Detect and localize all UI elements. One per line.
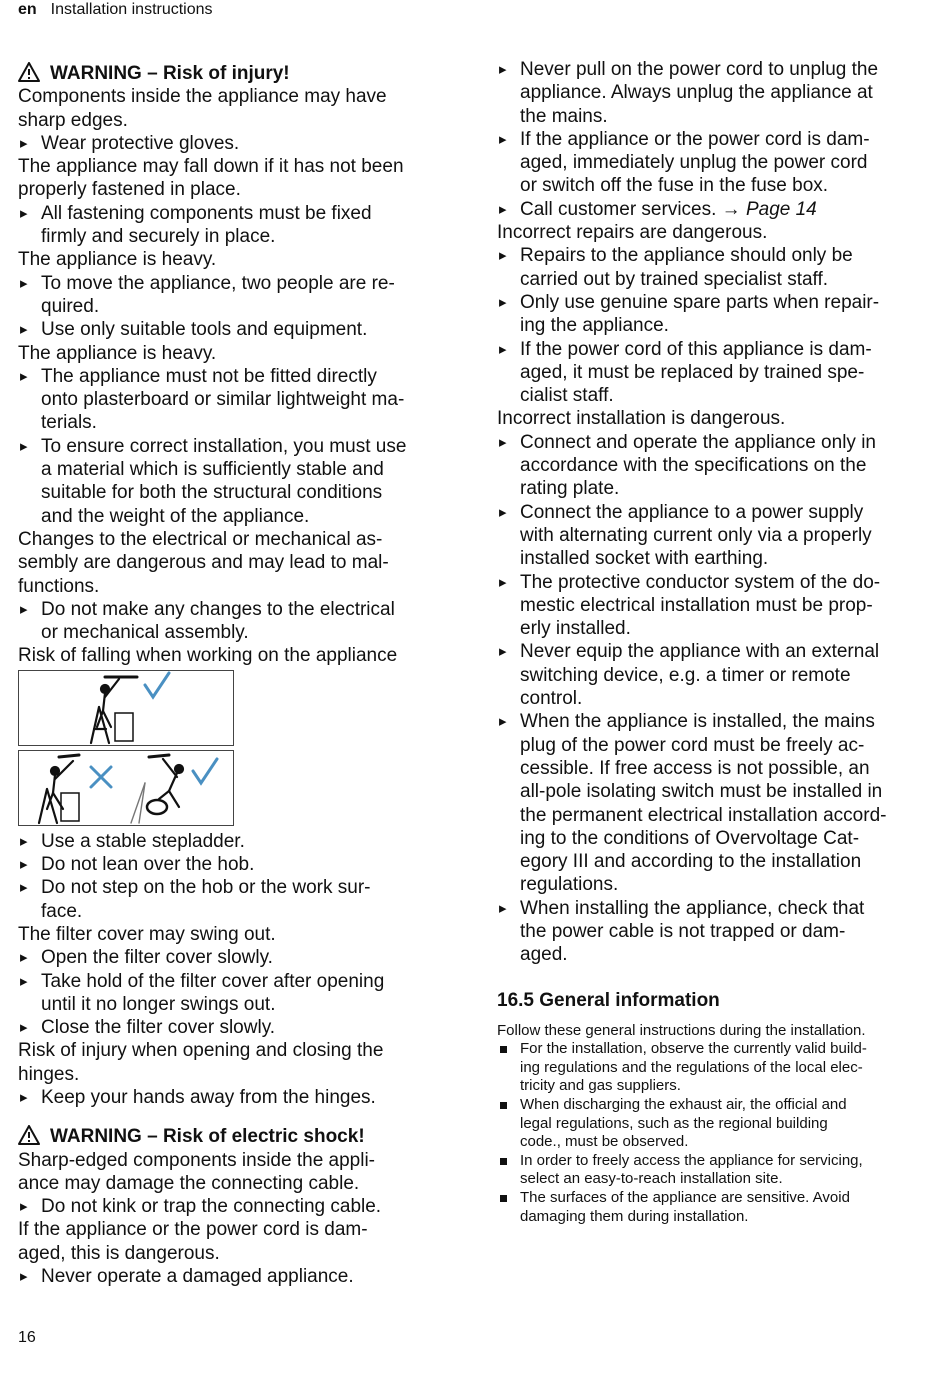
- instruction-step: ▸ If the power cord of this appliance is dam- aged, it must be replaced by trained spe- cialist staff.: [497, 338, 929, 408]
- paragraph: Risk of falling when working on the appliance: [18, 645, 398, 667]
- instruction-step: ▸ The appliance must not be fitted directly onto plasterboard or similar lightweight ma- terials.: [18, 365, 458, 435]
- instruction-step: ▸ Do not step on the hob or the work sur- face.: [18, 876, 458, 923]
- checkmark-icon: [193, 759, 217, 783]
- person-on-ladder-illustration: [19, 671, 235, 747]
- paragraph: Incorrect repairs are dangerous.: [497, 222, 768, 244]
- instruction-step: ▸ Never operate a damaged appliance.: [18, 1265, 458, 1288]
- instruction-step: ▸ Do not make any changes to the electrical or mechanical assembly.: [18, 598, 458, 645]
- page-number: 16: [18, 1329, 36, 1346]
- instruction-step: ▸ Never equip the appliance with an external switching device, e.g. a timer or remote control.: [497, 640, 929, 710]
- instruction-step: ▸ Never pull on the power cord to unplug the appliance. Always unplug the appliance at the mains.: [497, 58, 929, 128]
- instruction-step: ▸ Close the filter cover slowly.: [18, 1016, 458, 1039]
- checkmark-icon: [145, 673, 169, 697]
- bullet-item: In order to freely access the appliance for servicing, select an easy-to-reach installation site.: [497, 1152, 929, 1189]
- instruction-step: ▸ When installing the appliance, check that the power cable is not trapped or dam- aged.: [497, 897, 929, 967]
- paragraph: The filter cover may swing out.: [18, 923, 276, 945]
- section-title: Installation instructions: [50, 1, 213, 18]
- warning-injury-heading: WARNING – Risk of injury!: [18, 62, 458, 85]
- bullet-item: When discharging the exhaust air, the official and legal regulations, such as the regional building code., must be observed.: [497, 1096, 929, 1152]
- warning-triangle-icon: [18, 1125, 40, 1145]
- language-code: en: [18, 1, 37, 18]
- instruction-step: ▸ Wear protective gloves.: [18, 132, 458, 155]
- paragraph: The appliance is heavy.: [18, 249, 217, 271]
- paragraph: The appliance may fall down if it has not been properly fastened in place.: [18, 156, 404, 201]
- stepladder-correct-figure: [18, 670, 234, 746]
- instruction-step: ▸ All fastening components must be fixed firmly and securely in place.: [18, 202, 458, 249]
- instruction-step: ▸ When the appliance is installed, the mains plug of the power cord must be freely ac- cessible. If free access is not possible, an all-pole isolating switch must be installed in the permanent electrical installation accord- ing to the conditions of Overvoltage Cat- egory III and according to the installation regulations.: [497, 710, 929, 896]
- intro-text: Follow these general instructions during the installation.: [497, 1021, 866, 1039]
- instruction-step: ▸ Open the filter cover slowly.: [18, 946, 458, 969]
- instruction-step: ▸ Only use genuine spare parts when repair- ing the appliance.: [497, 291, 929, 338]
- instruction-step: ▸ Connect and operate the appliance only in accordance with the specifications on the rating plate.: [497, 431, 929, 501]
- instruction-step: ▸ Do not lean over the hob.: [18, 853, 458, 876]
- paragraph: Sharp-edged components inside the appli- ance may damage the connecting cable.: [18, 1149, 376, 1194]
- bullet-item: For the installation, observe the currently valid build- ing regulations and the regulations of the local elec- tricity and gas suppliers.: [497, 1040, 929, 1096]
- paragraph: Changes to the electrical or mechanical as- sembly are dangerous and may lead to mal- functions.: [18, 528, 389, 597]
- instruction-step: ▸ Use a stable stepladder.: [18, 830, 458, 853]
- left-column: [18, 58, 458, 1288]
- stepladder-comparison-figure: [18, 750, 234, 826]
- instruction-step: ▸ Repairs to the appliance should only be carried out by trained specialist staff.: [497, 244, 929, 291]
- paragraph: Components inside the appliance may have sharp edges.: [18, 86, 387, 131]
- instruction-step: ▸ The protective conductor system of the do- mestic electrical installation must be prop- erly installed.: [497, 571, 929, 641]
- cross-icon: [91, 767, 111, 787]
- instruction-step: ▸ Connect the appliance to a power supply with alternating current only via a properly installed socket with earthing.: [497, 501, 929, 571]
- instruction-step: ▸ Do not kink or trap the connecting cable.: [18, 1195, 458, 1218]
- instruction-step: ▸ If the appliance or the power cord is dam- aged, immediately unplug the power cord or switch off the fuse in the fuse box.: [497, 128, 929, 198]
- page-header: [18, 0, 213, 20]
- paragraph: Incorrect installation is dangerous.: [497, 408, 786, 430]
- instruction-step: ▸ Take hold of the filter cover after opening until it no longer swings out.: [18, 970, 458, 1017]
- instruction-step: ▸ Use only suitable tools and equipment.: [18, 318, 458, 341]
- section-heading: 16.5 General information: [497, 989, 720, 1011]
- page-reference-link[interactable]: Page 14: [745, 198, 817, 220]
- paragraph: Risk of injury when opening and closing the hinges.: [18, 1040, 384, 1085]
- warning-triangle-icon: [18, 62, 40, 82]
- instruction-step: ▸ Keep your hands away from the hinges.: [18, 1086, 458, 1109]
- right-column: [497, 58, 929, 1226]
- ladder-comparison-illustration: [19, 751, 235, 827]
- warning-electric-shock-heading: WARNING – Risk of electric shock!: [18, 1125, 458, 1148]
- instruction-step: ▸ To ensure correct installation, you must use a material which is sufficiently stable and suitable for both the structural conditions and the weight of the appliance.: [18, 435, 458, 528]
- instruction-step: ▸ To move the appliance, two people are re- quired.: [18, 272, 458, 319]
- instruction-step-customer-services: ▸ Call customer services. → Page 14: [497, 198, 929, 221]
- paragraph: If the appliance or the power cord is dam- aged, this is dangerous.: [18, 1219, 368, 1264]
- paragraph: The appliance is heavy.: [18, 342, 217, 364]
- bullet-item: The surfaces of the appliance are sensitive. Avoid damaging them during installation.: [497, 1189, 929, 1226]
